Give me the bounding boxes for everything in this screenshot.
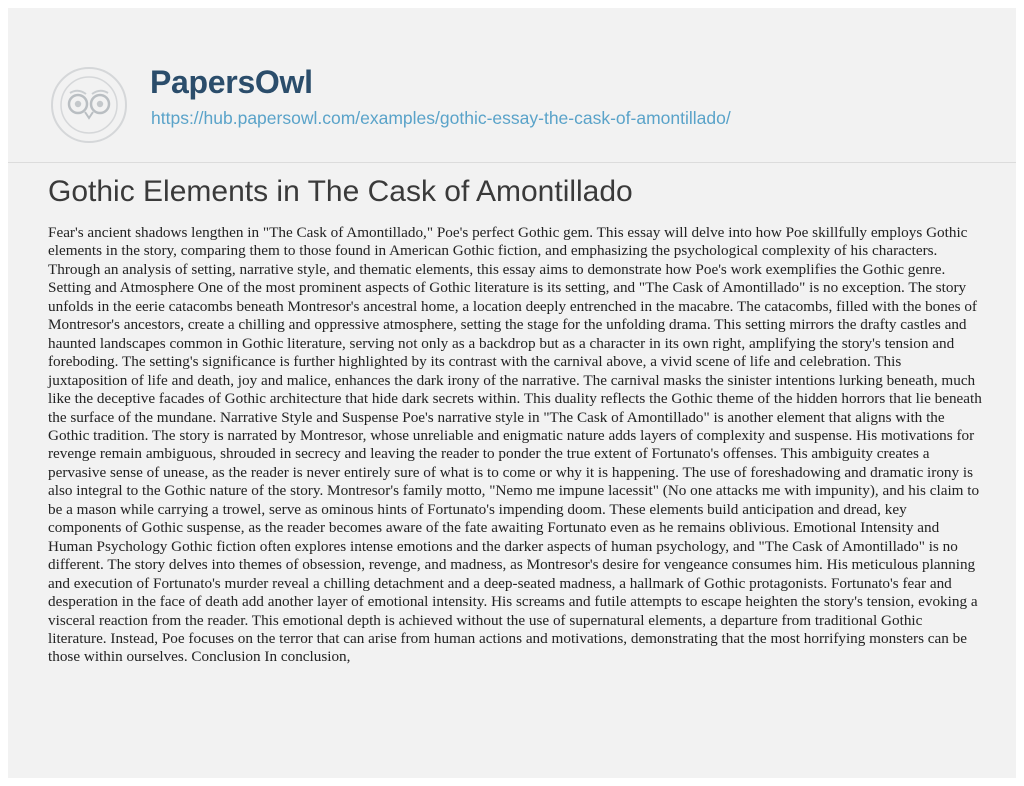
site-header [8,8,1016,163]
essay-body: Fear's ancient shadows lengthen in "The Cask of Amontillado," Poe's perfect Gothic gem. This essay will delve into how Poe skillfully employs Gothic elements in the story, comparing them to those found in American Gothic fiction, and emphasizing the psychological complexity of his characters. Through an analysis of setting, narrative style, and thematic elements, this essay aims to demonstrate how Poe's work exemplifies the Gothic genre. Setting and Atmosphere One of the most prominent aspects of Gothic literature is its setting, and "The Cask of Amontillado" is no exception. The story unfolds in the eerie catacombs beneath Montresor's ancestral home, a location deeply entrenched in the macabre. The catacombs, filled with the bones of Montresor's ancestors, create a chilling and oppressive atmosphere, setting the stage for the unfolding drama. This setting mirrors the drafty castles and haunted landscapes common in Gothic literature, serving not only as a backdrop but as a character in its own right, amplifying the story's tension and foreboding. The setting's significance is further highlighted by its contrast with the carnival above, a vivid scene of life and celebration. This juxtaposition of life and death, joy and malice, enhances the dark irony of the narrative. The carnival masks the sinister intentions lurking beneath, much like the deceptive facades of Gothic architecture that hide dark secrets within. This duality reflects the Gothic theme of the hidden horrors that lie beneath the surface of the mundane. Narrative Style and Suspense Poe's narrative style in "The Cask of Amontillado" is another element that aligns with the Gothic tradition. The story is narrated by Montresor, whose unreliable and enigmatic nature adds layers of complexity and suspense. His motivations for revenge remain ambiguous, shrouded in secrecy and leaving the reader to ponder the true extent of Fortunato's offenses. This ambiguity creates a pervasive sense of unease, as the reader is never entirely sure of what is to come or why it is happening. The use of foreshadowing and dramatic irony is also integral to the Gothic nature of the story. Montresor's family motto, "Nemo me impune lacessit" (No one attacks me with impunity), and his claim to be a mason while carrying a trowel, serve as ominous hints of Fortunato's impending doom. These elements build anticipation and dread, key components of Gothic suspense, as the reader becomes aware of the fate awaiting Fortunato even as he remains oblivious. Emotional Intensity and Human Psychology Gothic fiction often explores intense emotions and the darker aspects of human psychology, and "The Cask of Amontillado" is no different. The story delves into themes of obsession, revenge, and madness, as Montresor's desire for vengeance consumes him. His meticulous planning and execution of Fortunato's murder reveal a chilling detachment and a deep-seated madness, a hallmark of Gothic protagonists. Fortunato's fear and desperation in the face of death add another layer of emotional intensity. His screams and futile attempts to escape heighten the story's tension, evoking a visceral reaction from the reader. This emotional depth is achieved without the use of supernatural elements, a departure from traditional Gothic literature. Instead, Poe focuses on the terror that can arise from human actions and motivations, demonstrating that the most horrifying monsters can be those within ourselves. Conclusion In conclusion, [48,224,982,666]
header-divider [8,162,1016,163]
source-url-link[interactable]: https://hub.papersowl.com/examples/gothic-essay-the-cask-of-amontillado/ [151,108,731,128]
owl-logo-icon [50,66,128,144]
brand-name[interactable]: PapersOwl [150,64,313,100]
essay-title: Gothic Elements in The Cask of Amontillado [48,175,633,208]
essay-page [8,8,1016,778]
